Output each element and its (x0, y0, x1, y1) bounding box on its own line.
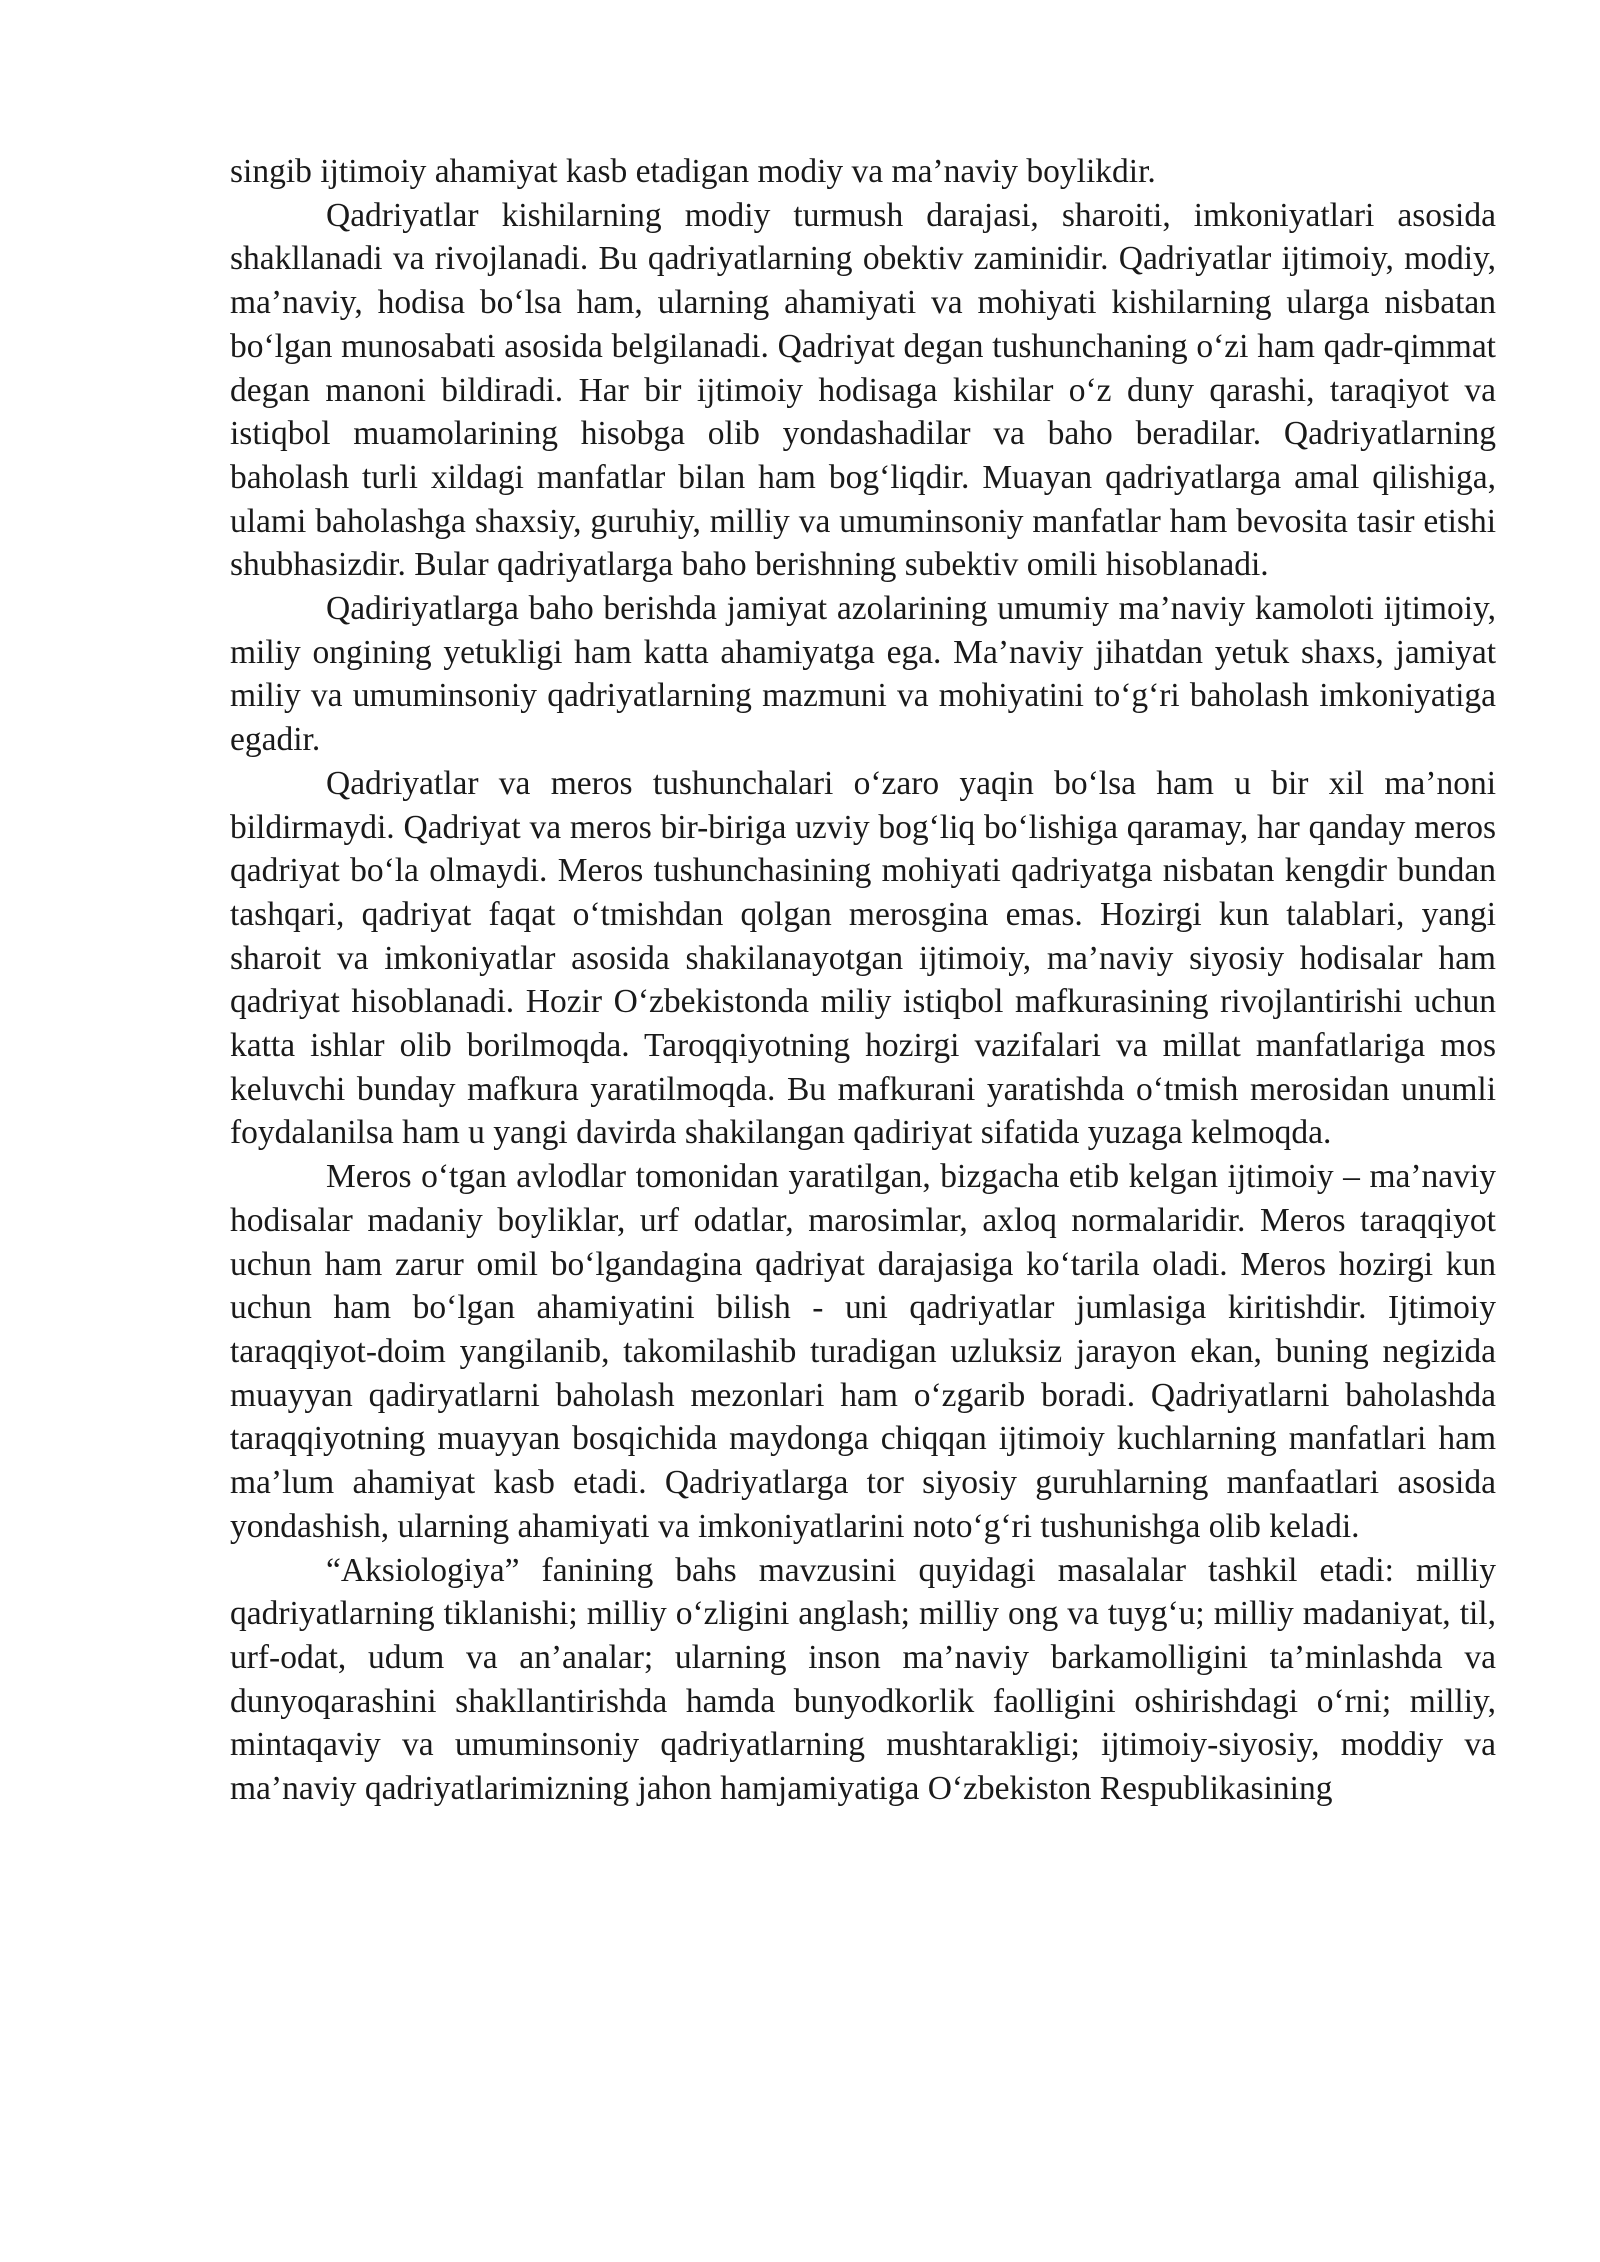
paragraph-2: Qadriyatlar kishilarning modiy turmush darajasi, sharoiti, imkoniyatlari asosida shakllanadi va rivojlanadi. Bu qadriyatlarning obektiv zaminidir. Qadriyatlar ijtimoiy, modiy, ma’naviy, hodisa bo‘lsa ham, ularning ahamiyati va mohiyati kishilarning ularga nisbatan bo‘lgan munosabati asosida belgilanadi. Qadriyat degan tushunchaning o‘zi ham qadr-qimmat degan manoni bildiradi. Har bir ijtimoiy hodisaga kishilar o‘z duny qarashi, taraqiyot va istiqbol muamolarining hisobga olib yondashadilar va baho beradilar. Qadriyatlarning baholash turli xildagi manfatlar bilan ham bog‘liqdir. Muayan qadriyatlarga amal qilishiga, ulami baholashga shaxsiy, guruhiy, milliy va umuminsoniy manfatlar ham bevosita tasir etishi shubhasizdir. Bular qadriyatlarga baho berishning subektiv omili hisoblanadi. (230, 196, 1496, 584)
document-page (230, 150, 1496, 1811)
paragraph-4: Qadriyatlar va meros tushunchalari o‘zaro yaqin bo‘lsa ham u bir xil ma’noni bildirmaydi. Qadriyat va meros bir-biriga uzviy bog‘liq bo‘lishiga qaramay, har qanday meros qadriyat bo‘la olmaydi. Meros tushunchasining mohiyati qadriyatga nisbatan kengdir bundan tashqari, qadriyat faqat o‘tmishdan qolgan merosgina emas. Hozirgi kun talablari, yangi sharoit va imkoniyatlar asosida shakilanayotgan ijtimoiy, ma’naviy siyosiy hodisalar ham qadriyat hisoblanadi. Hozir O‘zbekistonda miliy istiqbol mafkurasining rivojlantirishi uchun katta ishlar olib borilmoqda. Taroqqiyotning hozirgi vazifalari va millat manfatlariga mos keluvchi bunday mafkura yaratilmoqda. Bu mafkurani yaratishda o‘tmish merosidan unumli foydalanilsa ham u yangi davirda shakilangan qadiriyat sifatida yuzaga kelmoqda. (230, 764, 1496, 1152)
paragraph-3: Qadiriyatlarga baho berishda jamiyat azolarining umumiy ma’naviy kamoloti ijtimoiy, miliy ongining yetukligi ham katta ahamiyatga ega. Ma’naviy jihatdan yetuk shaxs, jamiyat miliy va umuminsoniy qadriyatlarning mazmuni va mohiyatini to‘g‘ri baholash imkoniyatiga egadir. (230, 590, 1496, 759)
paragraph-5: Meros o‘tgan avlodlar tomonidan yaratilgan, bizgacha etib kelgan ijtimoiy – ma’naviy hodisalar madaniy boyliklar, urf odatlar, marosimlar, axloq normalaridir. Meros taraqqiyot uchun ham zarur omil bo‘lgandagina qadriyat darajasiga ko‘tarila oladi. Meros hozirgi kun uchun ham bo‘lgan ahamiyatini bilish - uni qadriyatlar jumlasiga kiritishdir. Ijtimoiy taraqqiyot-doim yangilanib, takomilashib turadigan uzluksiz jarayon ekan, buning negizida muayyan qadiryatlarni baholash mezonlari ham o‘zgarib boradi. Qadriyatlarni baholashda taraqqiyotning muayyan bosqichida maydonga chiqqan ijtimoiy kuchlarning manfatlari ham ma’lum ahamiyat kasb etadi. Qadriyatlarga tor siyosiy guruhlarning manfaatlari asosida yondashish, ularning ahamiyati va imkoniyatlarini noto‘g‘ri tushunishga olib keladi. (230, 1158, 1496, 1545)
paragraph-6: “Aksiologiya” fanining bahs mavzusini quyidagi masalalar tashkil etadi: milliy qadriyatlarning tiklanishi; milliy o‘zligini anglash; milliy ong va tuyg‘u; milliy madaniyat, til, urf-odat, udum va an’analar; ularning inson ma’naviy barkamolligini ta’minlashda va dunyoqarashini shakllantirishda hamda bunyodkorlik faolligini oshirishdagi o‘rni; milliy, mintaqaviy va umuminsoniy qadriyatlarning mushtarakligi; ijtimoiy-siyosiy, moddiy va ma’naviy qadriyatlarimizning jahon hamjamiyatiga O‘zbekiston Respublikasining (230, 1551, 1496, 1808)
paragraph-1: singib ijtimoiy ahamiyat kasb etadigan modiy va ma’naviy boylikdir. (230, 153, 1156, 190)
